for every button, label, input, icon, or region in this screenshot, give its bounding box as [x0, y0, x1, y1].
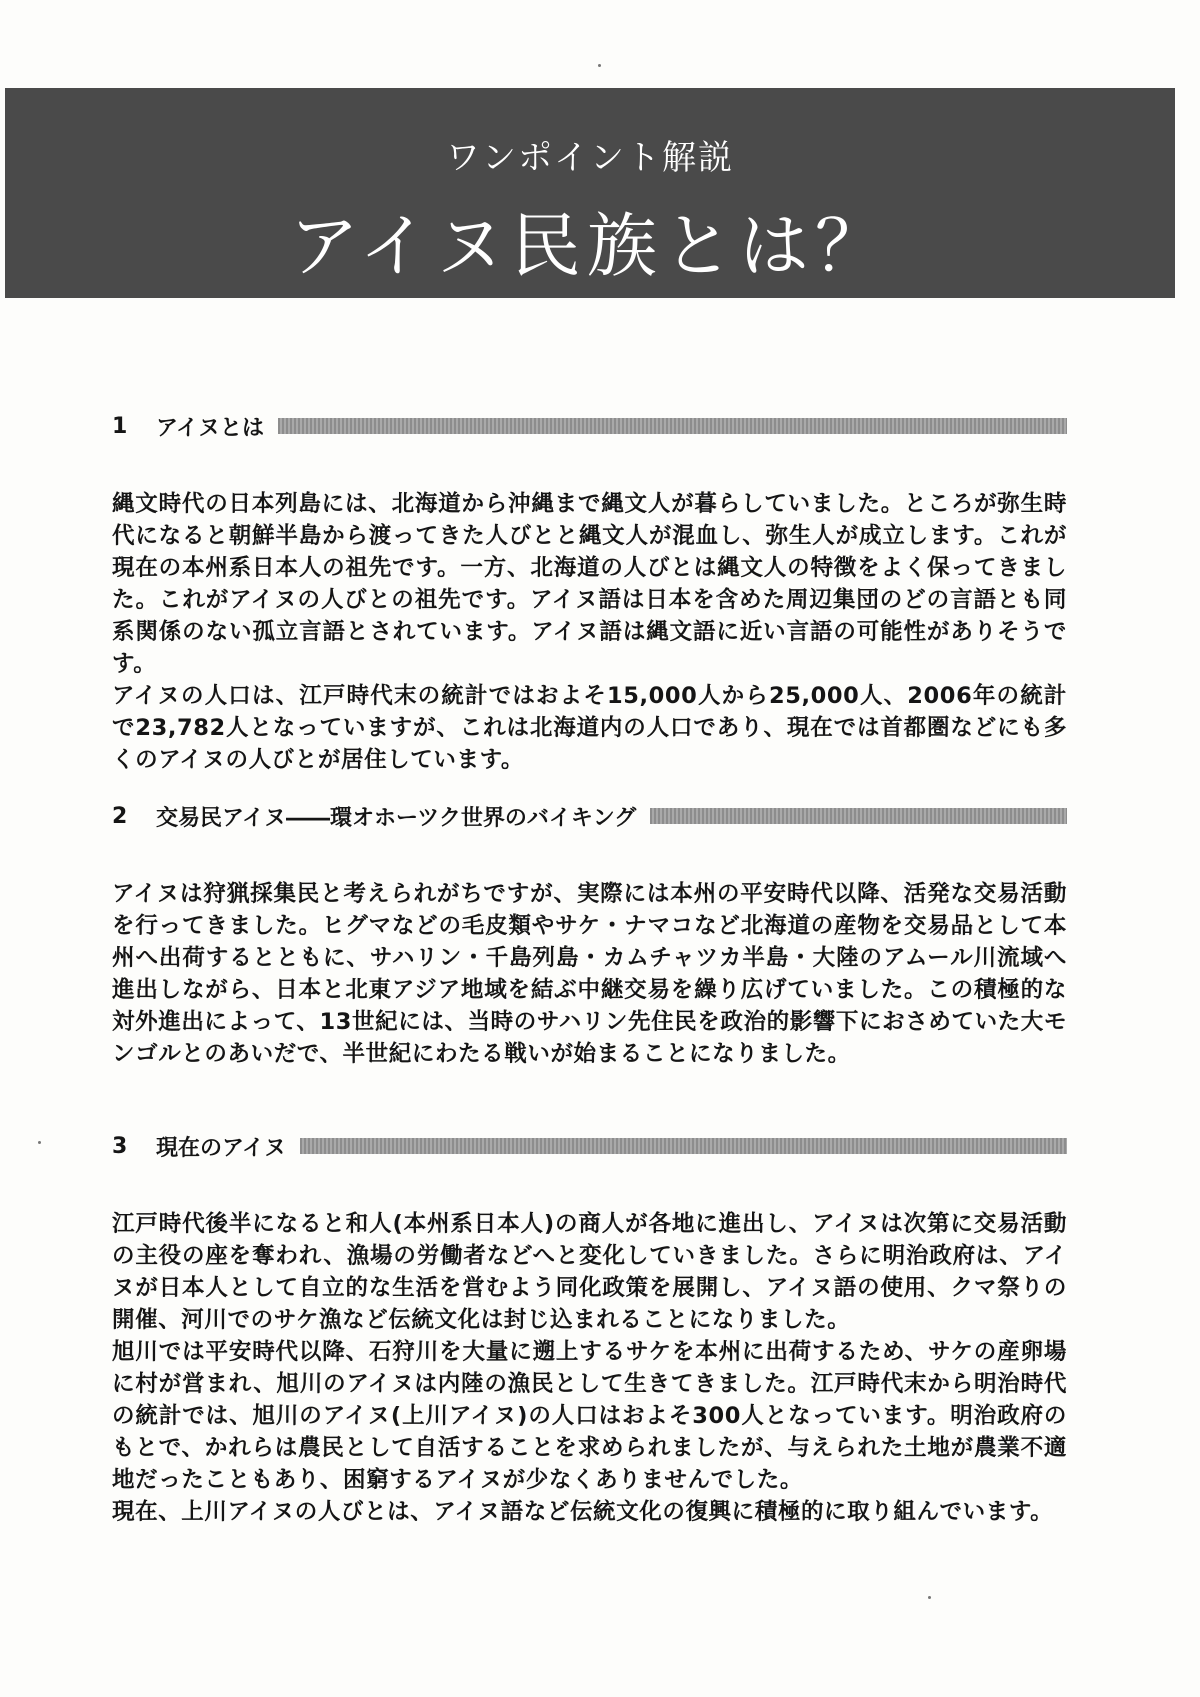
section-number: 3	[112, 1133, 128, 1159]
section-number: 1	[112, 413, 128, 439]
section-body	[112, 1208, 1067, 1528]
paragraph: アイヌの人口は、江戸時代末の統計ではおよそ15,000人から25,000人、2006年の統計で23,782人となっていますが、これは北海道内の人口であり、現在では首都圏などにも多くのアイヌの人びとが居住しています。	[112, 683, 1067, 773]
section-title: 交易民アイヌ――環オホーツク世界のバイキング	[156, 805, 637, 831]
section-heading	[112, 1126, 1067, 1166]
section-heading	[112, 406, 1067, 446]
section-3	[112, 1126, 1067, 1528]
page-title: アイヌ民族とは？	[289, 205, 891, 287]
section-heading	[112, 796, 1067, 836]
paragraph: アイヌは狩猟採集民と考えられがちですが、実際には本州の平安時代以降、活発な交易活動を行ってきました。ヒグマなどの毛皮類やサケ・ナマコなど北海道の産物を交易品として本州へ出荷するとともに、サハリン・千島列島・カムチャツカ半島・大陸のアムール川流域へ進出しながら、日本と北東アジア地域を結ぶ中継交易を繰り広げていました。この積極的な対外進出によって、13世紀には、当時のサハリン先住民を政治的影響下におさめていた大モンゴルとのあいだで、半世紀にわたる戦いが始まることになりました。	[112, 881, 1067, 1067]
section-title: 現在のアイヌ	[156, 1135, 287, 1161]
section-2	[112, 796, 1067, 1070]
section-1	[112, 406, 1067, 776]
heading-rule	[300, 1138, 1067, 1154]
paragraph: 江戸時代後半になると和人(本州系日本人)の商人が各地に進出し、アイヌは次第に交易活動の主役の座を奪われ、漁場の労働者などへと変化していきました。さらに明治政府は、アイヌが日本人として自立的な生活を営むよう同化政策を展開し、アイヌ語の使用、クマ祭りの開催、河川でのサケ漁など伝統文化は封じ込まれることになりました。	[112, 1211, 1067, 1333]
section-body	[112, 488, 1067, 776]
heading-rule	[278, 418, 1067, 434]
title-banner	[5, 88, 1175, 298]
paragraph: 縄文時代の日本列島には、北海道から沖縄まで縄文人が暮らしていました。ところが弥生時代になると朝鮮半島から渡ってきた人びとと縄文人が混血し、弥生人が成立します。これが現在の本州系日本人の祖先です。一方、北海道の人びとは縄文人の特徴をよく保ってきました。これがアイヌの人びとの祖先です。アイヌ語は日本を含めた周辺集団のどの言語とも同系関係のない孤立言語とされています。アイヌ語は縄文語に近い言語の可能性がありそうです。	[112, 491, 1067, 677]
scan-speck	[598, 64, 601, 67]
scan-speck	[38, 1141, 41, 1144]
heading-rule	[650, 808, 1067, 824]
paragraph: 旭川では平安時代以降、石狩川を大量に遡上するサケを本州に出荷するため、サケの産卵場に村が営まれ、旭川のアイヌは内陸の漁民として生きてきました。江戸時代末から明治時代の統計では、旭川のアイヌ(上川アイヌ)の人口はおよそ300人となっています。明治政府のもとで、かれらは農民として自活することを求められましたが、与えられた土地が農業不適地だったこともあり、困窮するアイヌが少なくありませんでした。	[112, 1339, 1067, 1493]
section-number: 2	[112, 803, 128, 829]
section-body	[112, 878, 1067, 1070]
section-title: アイヌとは	[156, 415, 265, 441]
banner-subtitle: ワンポイント解説	[446, 138, 734, 178]
paragraph: 現在、上川アイヌの人びとは、アイヌ語など伝統文化の復興に積極的に取り組んでいます。	[112, 1499, 1054, 1525]
scan-speck	[928, 1596, 931, 1599]
